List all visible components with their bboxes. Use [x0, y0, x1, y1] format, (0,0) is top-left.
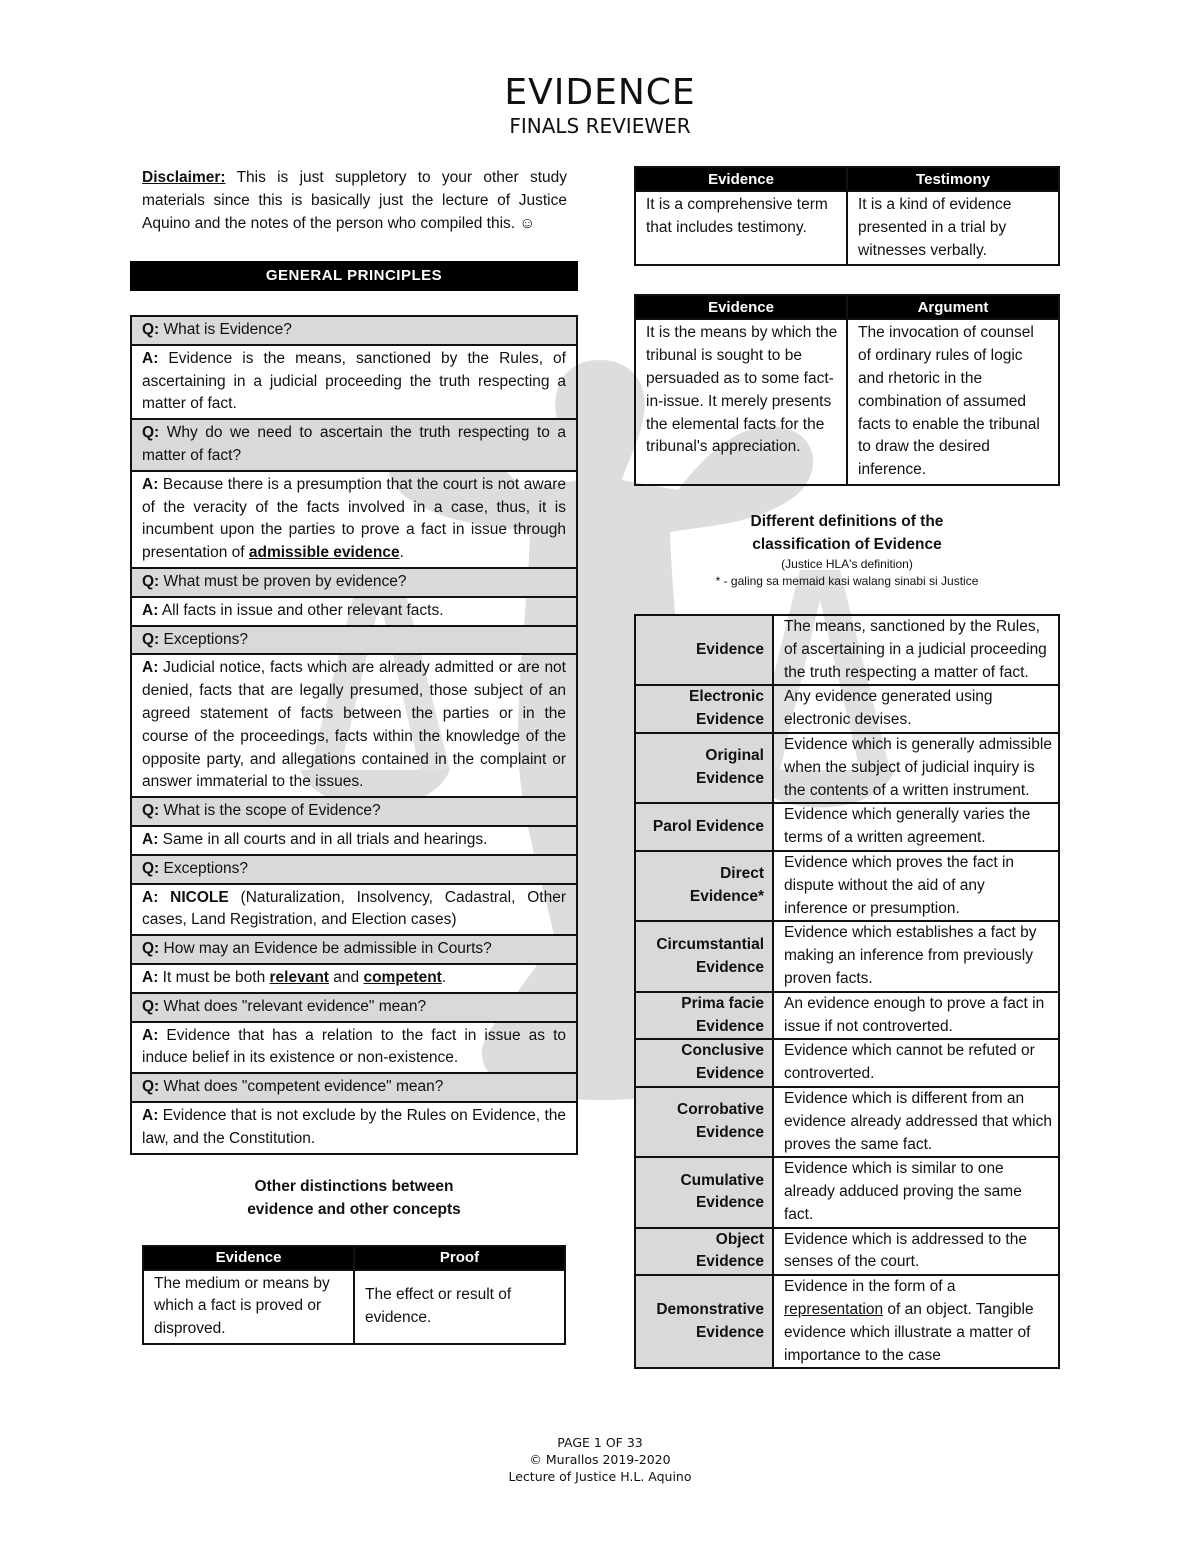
table-row: [635, 615, 1059, 685]
table-header: Proof: [354, 1246, 565, 1270]
qa-text: Exceptions?: [163, 630, 248, 648]
table-cell: It is the means by which the tribunal is sought to be persuaded as to some fact-in-issue. It merely presents the elemental facts for the tribunal's appreciation.: [635, 319, 847, 485]
general-principles-heading: GENERAL PRINCIPLES: [130, 261, 578, 291]
qa-answer: [132, 1023, 576, 1075]
definition-cell: [773, 1275, 1059, 1368]
table-header: Evidence: [635, 295, 847, 319]
qa-answer: [132, 598, 576, 627]
qa-question: [132, 798, 576, 827]
evidence-argument-table: [634, 294, 1060, 486]
lecture-credit: Lecture of Justice H.L. Aquino: [508, 1469, 692, 1484]
disclaimer-label: Disclaimer:: [142, 169, 226, 186]
qa-text: Because there is a presumption that the court is not aware of the veracity of the facts involved in a case, thus, it is incumbent upon the parties to prove a fact in issue through presentation of: [142, 475, 567, 562]
term-cell: Object Evidence: [635, 1228, 773, 1276]
qa-text: How may an Evidence be admissible in Courts?: [163, 940, 492, 958]
heading-line: Other distinctions between: [254, 1177, 454, 1195]
a-prefix: A:: [142, 349, 159, 367]
definition-text: Evidence in the form of a: [784, 1278, 956, 1296]
definition-cell: Evidence which is generally admissible when the subject of judicial inquiry is the contents of a written instrument.: [773, 733, 1059, 803]
qa-lead: NICOLE: [170, 888, 229, 906]
definition-underlined: representation: [784, 1301, 884, 1319]
term-cell: Cumulative Evidence: [635, 1157, 773, 1227]
table-header: Evidence: [635, 167, 847, 191]
definition-cell: Evidence which cannot be refuted or controverted.: [773, 1039, 1059, 1087]
qa-emphasis: admissible evidence: [248, 544, 400, 562]
table-row: [635, 851, 1059, 921]
term-cell: Conclusive Evidence: [635, 1039, 773, 1087]
table-row: [635, 1039, 1059, 1087]
qa-table: [130, 315, 578, 1155]
term-cell: Direct Evidence*: [635, 851, 773, 921]
qa-text: What is Evidence?: [163, 321, 292, 338]
footer: [0, 1434, 1200, 1485]
copyright: © Murallos 2019-2020: [529, 1452, 671, 1467]
qa-tail: .: [399, 544, 404, 562]
qa-answer: [132, 885, 576, 937]
smiley-icon: ☺: [519, 215, 536, 232]
q-prefix: Q:: [142, 802, 160, 820]
qa-question: [132, 936, 576, 965]
qa-question: [132, 994, 576, 1023]
qa-emphasis: relevant: [269, 968, 329, 986]
term-cell: Evidence: [635, 615, 773, 685]
right-column: [634, 166, 1060, 1369]
definition-cell: Evidence which is addressed to the senses of the court.: [773, 1228, 1059, 1276]
qa-text: It must be both: [162, 968, 270, 986]
a-prefix: A:: [142, 888, 159, 906]
q-prefix: Q:: [142, 997, 160, 1015]
qa-question: [132, 1074, 576, 1103]
qa-question: [132, 317, 576, 346]
qa-answer: [132, 965, 576, 994]
q-prefix: Q:: [142, 424, 160, 442]
qa-text: (Naturalization, Insolvency, Cadastral, Other cases, Land Registration, and Election cases): [142, 888, 566, 929]
qa-mid: and: [328, 968, 364, 986]
table-cell: It is a kind of evidence presented in a trial by witnesses verbally.: [847, 191, 1059, 265]
disclaimer: [142, 166, 567, 235]
left-column: [130, 166, 578, 1345]
qa-text: What does "relevant evidence" mean?: [163, 997, 427, 1015]
classification-note: (Justice HLA's definition): [781, 556, 913, 571]
definition-cell: An evidence enough to prove a fact in issue if not controverted.: [773, 992, 1059, 1040]
term-cell: Parol Evidence: [635, 803, 773, 851]
table-cell: The effect or result of evidence.: [354, 1270, 565, 1344]
definition-cell: Any evidence generated using electronic devises.: [773, 685, 1059, 733]
a-prefix: A:: [142, 1106, 159, 1124]
qa-answer: [132, 1103, 576, 1155]
term-cell: Original Evidence: [635, 733, 773, 803]
qa-question: [132, 420, 576, 472]
a-prefix: A:: [142, 830, 159, 848]
qa-text: Same in all courts and in all trials and hearings.: [162, 830, 488, 848]
heading-line: classification of Evidence: [752, 535, 942, 553]
qa-text: Evidence is the means, sanctioned by the Rules, of ascertaining in a judicial proceeding the truth respecting a matter of fact.: [142, 349, 566, 413]
term-cell: Corrobative Evidence: [635, 1087, 773, 1157]
term-cell: Circumstantial Evidence: [635, 921, 773, 991]
classification-heading: [634, 510, 1060, 590]
q-prefix: Q:: [142, 859, 160, 877]
qa-answer: [132, 655, 576, 798]
table-row: [635, 1228, 1059, 1276]
qa-answer: [132, 472, 576, 569]
qa-text: Exceptions?: [163, 859, 248, 877]
table-header: Evidence: [143, 1246, 354, 1270]
qa-question: [132, 856, 576, 885]
table-row: [635, 803, 1059, 851]
qa-text: What does "competent evidence" mean?: [163, 1078, 444, 1096]
q-prefix: Q:: [142, 572, 160, 590]
term-cell: Prima facie Evidence: [635, 992, 773, 1040]
definition-cell: Evidence which is different from an evidence already addressed that which proves the same fact.: [773, 1087, 1059, 1157]
table-row: [635, 992, 1059, 1040]
evidence-proof-table: [142, 1245, 566, 1345]
table-row: [635, 1087, 1059, 1157]
q-prefix: Q:: [142, 940, 160, 958]
definition-text: of an object. Tangible evidence which illustrate a matter of importance to the case: [784, 1301, 1034, 1364]
page-title: EVIDENCE: [504, 72, 696, 113]
table-header: Testimony: [847, 167, 1059, 191]
classification-footnote: * - galing sa memaid kasi walang sinabi si Justice: [715, 573, 979, 588]
qa-question: [132, 569, 576, 598]
a-prefix: A:: [142, 1026, 159, 1044]
disclaimer-text: This is just suppletory to your other study materials since this is basically just the lecture of Justice Aquino and the notes of the person who compiled this.: [142, 169, 567, 232]
definition-cell: Evidence which proves the fact in dispute without the aid of any inference or presumption.: [773, 851, 1059, 921]
qa-question: [132, 627, 576, 656]
qa-text: Judicial notice, facts which are already admitted or are not denied, facts that are legally presumed, those subject of an agreed statement of facts between the parties or in the course of the proceedings, facts within the knowledge of the opposite party, and allegations contained in the complaint or answer immaterial to the issues.: [142, 659, 566, 791]
table-cell: The invocation of counsel of ordinary rules of logic and rhetoric in the combination of assumed facts to enable the tribunal to draw the desired inference.: [847, 319, 1059, 485]
table-row: [635, 921, 1059, 991]
term-cell: Electronic Evidence: [635, 685, 773, 733]
other-distinctions-heading: [130, 1175, 578, 1221]
table-cell: The medium or means by which a fact is proved or disproved.: [143, 1270, 354, 1344]
classification-table: [634, 614, 1060, 1370]
qa-answer: [132, 827, 576, 856]
definition-cell: The means, sanctioned by the Rules, of ascertaining in a judicial proceeding the truth respecting a matter of fact.: [773, 615, 1059, 685]
definition-cell: Evidence which generally varies the terms of a written agreement.: [773, 803, 1059, 851]
q-prefix: Q:: [142, 630, 160, 648]
a-prefix: A:: [142, 968, 159, 986]
qa-text: What is the scope of Evidence?: [163, 802, 381, 820]
definition-cell: Evidence which establishes a fact by making an inference from previously proven facts.: [773, 921, 1059, 991]
qa-emphasis: competent: [363, 968, 442, 986]
qa-answer: [132, 346, 576, 420]
q-prefix: Q:: [142, 1078, 160, 1096]
heading-line: evidence and other concepts: [247, 1200, 461, 1218]
page-number: PAGE 1 OF 33: [557, 1435, 643, 1450]
evidence-testimony-table: [634, 166, 1060, 266]
table-header: Argument: [847, 295, 1059, 319]
definition-cell: Evidence which is similar to one already adduced proving the same fact.: [773, 1157, 1059, 1227]
table-row: [635, 685, 1059, 733]
heading-line: Different definitions of the: [750, 512, 944, 530]
q-prefix: Q:: [142, 321, 160, 338]
qa-text: What must be proven by evidence?: [163, 572, 407, 590]
table-row: [635, 1275, 1059, 1368]
qa-text: Why do we need to ascertain the truth respecting to a matter of fact?: [142, 424, 566, 464]
qa-text: Evidence that has a relation to the fact in issue as to induce belief in its existence or non-existence.: [142, 1026, 567, 1067]
table-row: [635, 1157, 1059, 1227]
a-prefix: A:: [142, 659, 159, 677]
term-cell: Demonstrative Evidence: [635, 1275, 773, 1368]
a-prefix: A:: [142, 601, 159, 619]
qa-text: Evidence that is not exclude by the Rules on Evidence, the law, and the Constitution.: [142, 1106, 567, 1147]
table-cell: It is a comprehensive term that includes testimony.: [635, 191, 847, 265]
table-row: [635, 733, 1059, 803]
a-prefix: A:: [142, 475, 159, 493]
qa-tail: .: [441, 968, 447, 986]
qa-text: All facts in issue and other relevant facts.: [161, 601, 444, 619]
page-subtitle: FINALS REVIEWER: [509, 114, 691, 138]
